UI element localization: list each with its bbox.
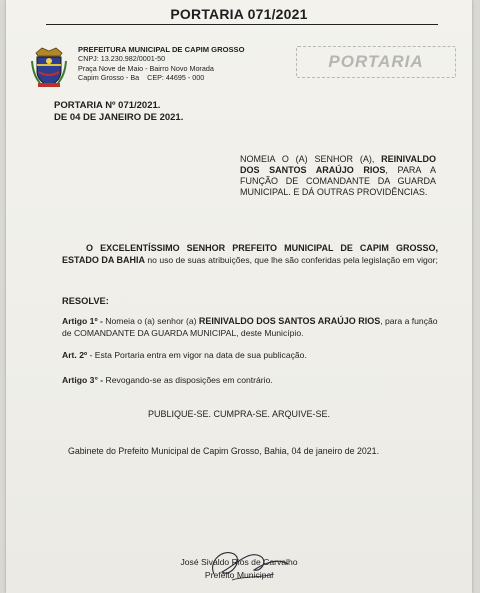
article-3 xyxy=(62,375,444,387)
resolve-heading: RESOLVE: xyxy=(62,296,109,306)
portaria-stamp: PORTARIA xyxy=(296,46,456,78)
signer-name: José Sivaldo Rios de Carvalho xyxy=(180,557,298,567)
org-name: PREFEITURA MUNICIPAL DE CAPIM GROSSO xyxy=(78,45,245,54)
article-1-text-a: Nomeia o (a) senhor (a) xyxy=(102,316,199,326)
document-page xyxy=(6,0,472,593)
article-2 xyxy=(62,350,444,362)
article-1 xyxy=(62,316,444,339)
ementa-text-2: , PARA A FUNÇÃO DE COMANDANTE DA GUARDA MUNICIPAL. E DÁ OUTRAS PROVIDÊNCIAS. xyxy=(240,165,436,197)
ementa-text-1: NOMEIA O (A) SENHOR (A), xyxy=(240,154,382,164)
article-2-text: - Esta Portaria entra em vigor na data de sua publicação. xyxy=(87,350,307,360)
article-1-label: Artigo 1º - xyxy=(62,316,103,326)
city-cep-row xyxy=(78,73,245,82)
article-2-label: Art. 2º xyxy=(62,350,88,360)
address: Praça Nove de Maio - Bairro Novo Morada xyxy=(78,63,214,73)
ementa xyxy=(240,154,436,198)
preamble xyxy=(62,243,438,266)
article-3-label: Artigo 3° - xyxy=(62,375,104,385)
ementa-name: REINIVALDO DOS SANTOS ARAÚJO RIOS xyxy=(240,154,436,175)
letterhead xyxy=(78,45,245,83)
closing-formula: PUBLIQUE-SE. CUMPRA-SE. ARQUIVE-SE. xyxy=(147,409,331,419)
title-divider xyxy=(46,24,438,25)
article-1-name: REINIVALDO DOS SANTOS ARAÚJO RIOS xyxy=(198,316,381,326)
document-number xyxy=(54,100,183,123)
preamble-lead: O EXCELENTÍSSIMO SENHOR PREFEITO MUNICIPAL DE CAPIM GROSSO, ESTADO DA BAHIA xyxy=(62,243,438,265)
article-3-text: Revogando-se as disposições em contrário. xyxy=(103,375,273,385)
article-1-text-b: , para a função de COMANDANTE DA GUARDA MUNICIPAL, deste Município. xyxy=(62,316,438,338)
portaria-number: PORTARIA Nº 071/2021. xyxy=(54,100,161,111)
portaria-date: DE 04 DE JANEIRO DE 2021. xyxy=(54,111,184,123)
cnpj: CNPJ: 13.230.982/0001-50 xyxy=(78,54,166,64)
coat-of-arms-icon xyxy=(30,45,68,89)
signer-title: Prefeito Municipal xyxy=(204,570,274,580)
place-date: Gabinete do Prefeito Municipal de Capim Grosso, Bahia, 04 de janeiro de 2021. xyxy=(68,446,380,456)
cep: CEP: 44695 - 000 xyxy=(147,73,205,83)
city: Capim Grosso - Ba xyxy=(78,73,140,83)
preamble-rest: no uso de suas atribuições, que lhe são conferidas pela legislação em vigor; xyxy=(145,254,438,265)
page-title: PORTARIA 071/2021 xyxy=(170,6,308,22)
